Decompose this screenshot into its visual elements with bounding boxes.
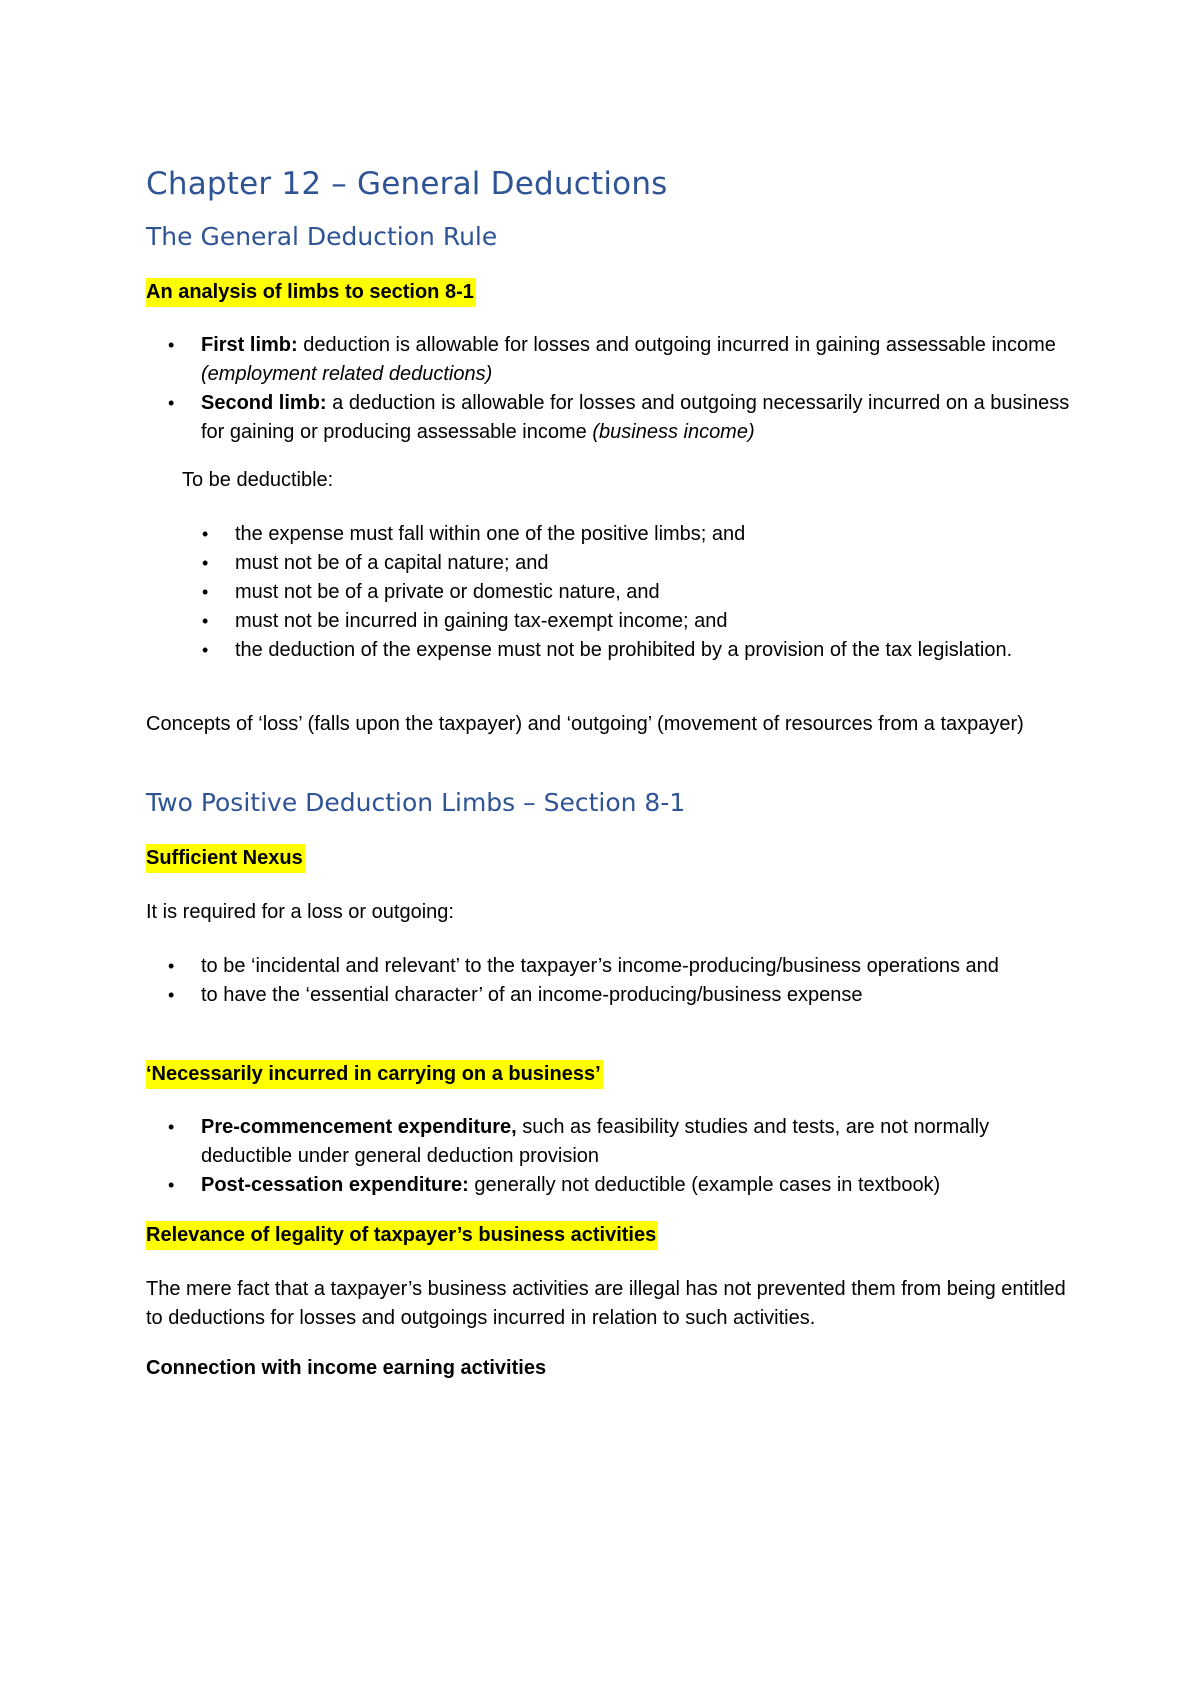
section-heading-positive-limbs: Two Positive Deduction Limbs – Section 8-1 (146, 788, 686, 817)
limb-label: First limb: (201, 334, 298, 356)
limbs-list (168, 331, 1081, 447)
bullet-icon: • (202, 611, 209, 631)
to-be-deductible-label: To be deductible: (182, 469, 334, 491)
bullet-icon: • (168, 985, 175, 1005)
subheading-connection: Connection with income earning activities (146, 1357, 547, 1379)
limb-note: (employment related deductions) (201, 363, 493, 385)
list-item: • Pre-commencement expenditure, such as feasibility studies and tests, are not normally deductible under general deduction provision (201, 1113, 1081, 1171)
necessarily-incurred-list (168, 1113, 1081, 1200)
bullet-icon: • (202, 582, 209, 602)
bullet-icon: • (168, 956, 175, 976)
list-item (168, 389, 1081, 447)
bullet-icon: • (202, 524, 209, 544)
deductible-conditions-list (202, 520, 1035, 665)
list-item: • Post-cessation expenditure: generally not deductible (example cases in textbook) (201, 1171, 1081, 1200)
nexus-intro: It is required for a loss or outgoing: (146, 901, 454, 923)
section-heading-general-deduction-rule: The General Deduction Rule (146, 222, 498, 251)
legality-paragraph: The mere fact that a taxpayer’s business activities are illegal has not prevented them from being entitled to deductions for losses and outgoings incurred in relation to such activities. (146, 1278, 1066, 1329)
list-item: • the deduction of the expense must not be prohibited by a provision of the tax legislation. (235, 636, 1035, 665)
bullet-icon: • (202, 640, 209, 660)
limb-note: (business income) (592, 421, 755, 443)
concepts-paragraph: Concepts of ‘loss’ (falls upon the taxpayer) and ‘outgoing’ (movement of resources from a taxpayer) (146, 713, 1024, 735)
bullet-icon: • (168, 393, 175, 413)
bullet-icon: • (168, 1117, 175, 1137)
highlighted-subheading-nexus: Sufficient Nexus (146, 844, 305, 873)
highlighted-subheading-limbs: An analysis of limbs to section 8-1 (146, 278, 476, 307)
highlighted-subheading-legality: Relevance of legality of taxpayer’s business activities (146, 1221, 658, 1250)
bullet-icon: • (202, 553, 209, 573)
limb-text: a deduction is allowable for losses and outgoing necessarily incurred on a business for gaining or producing assessable income (201, 392, 1070, 443)
list-item: • must not be incurred in gaining tax-exempt income; and (235, 607, 1035, 636)
list-item: • to be ‘incidental and relevant’ to the taxpayer’s income-producing/business operations and (201, 952, 1021, 981)
bullet-icon: • (168, 1175, 175, 1195)
list-item (168, 331, 1081, 389)
list-item: • must not be of a private or domestic nature, and (235, 578, 1035, 607)
list-item: • to have the ‘essential character’ of an income-producing/business expense (201, 981, 1021, 1010)
list-item: • must not be of a capital nature; and (235, 549, 1035, 578)
limb-text: deduction is allowable for losses and outgoing incurred in gaining assessable income (297, 334, 1056, 356)
chapter-title: Chapter 12 – General Deductions (146, 166, 668, 202)
bullet-icon: • (168, 335, 175, 355)
limb-label: Second limb: (201, 392, 327, 414)
highlighted-subheading-necessarily-incurred: ‘Necessarily incurred in carrying on a business’ (146, 1060, 603, 1089)
list-item: • the expense must fall within one of the positive limbs; and (235, 520, 1035, 549)
nexus-list (168, 952, 1021, 1010)
